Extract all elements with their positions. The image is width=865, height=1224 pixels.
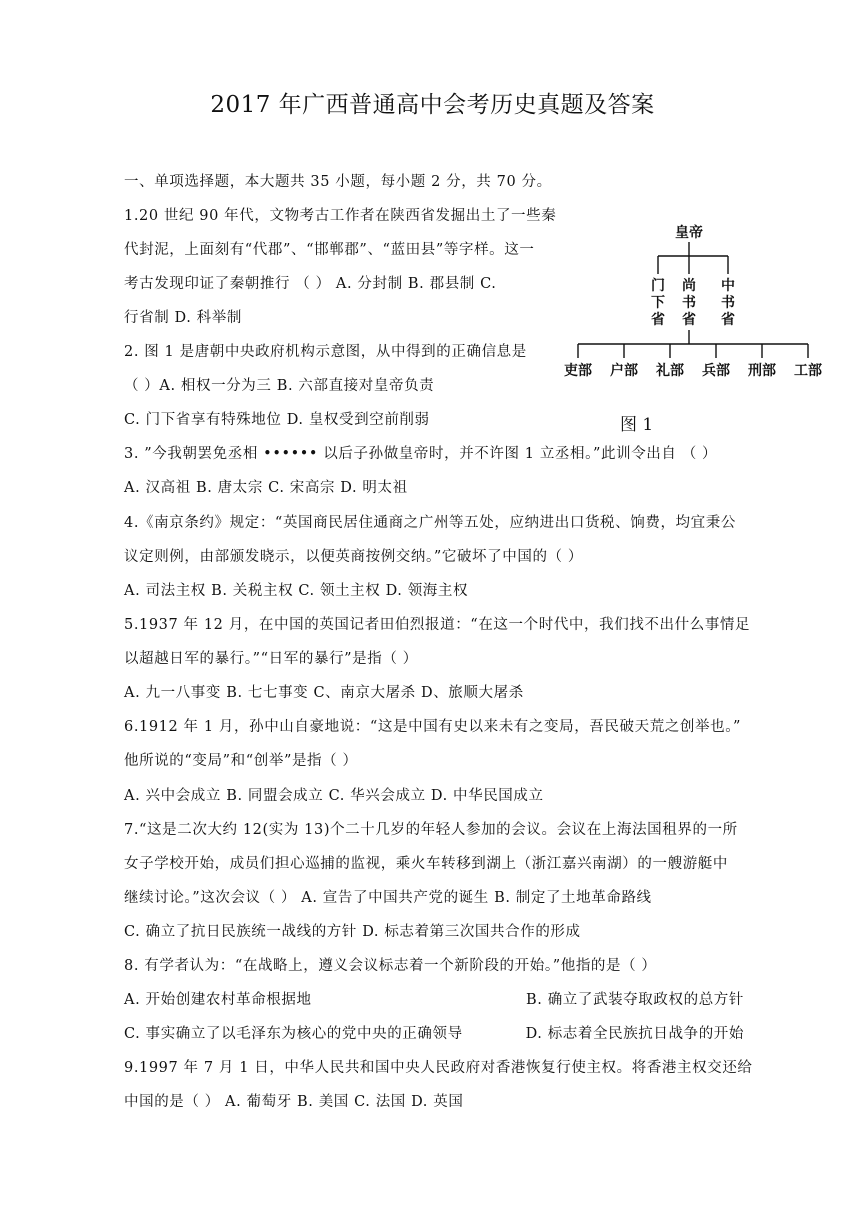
question-7-line-3: 继续讨论。”这次会议（ ） A. 宣告了中国共产党的诞生 B. 制定了土地革命路线 bbox=[124, 890, 652, 906]
shangshu-char-3: 省 bbox=[682, 312, 696, 328]
question-5-options: A. 九一八事变 B. 七七事变 C、南京大屠杀 D、旅顺大屠杀 bbox=[124, 685, 524, 701]
question-8-line-1: 8. 有学者认为：“在战略上，遵义会议标志着一个新阶段的开始。”他指的是（ ） bbox=[124, 958, 657, 974]
zhongshu-char-1: 中 bbox=[721, 278, 735, 294]
question-6-line-1: 6.1912 年 1 月，孙中山自豪地说：“这是中国有史以来未有之变局，吾民破天荒之创举也。” bbox=[124, 719, 742, 735]
question-1-line-1: 1.20 世纪 90 年代，文物考古工作者在陕西省发掘出土了一些秦 bbox=[124, 208, 557, 224]
ministry-gong: 工部 bbox=[794, 363, 822, 379]
ministry-xing: 刑部 bbox=[748, 363, 776, 379]
ministry-rites: 礼部 bbox=[656, 363, 684, 379]
question-3-options: A. 汉高祖 B. 唐太宗 C. 宋高宗 D. 明太祖 bbox=[124, 480, 408, 496]
question-8-options-row-1 bbox=[124, 990, 744, 1010]
ministry-li: 吏部 bbox=[564, 363, 592, 379]
question-2-line-3: C. 门下省享有特殊地位 D. 皇权受到空前削弱 bbox=[124, 412, 430, 428]
question-4-options: A. 司法主权 B. 关税主权 C. 领土主权 D. 领海主权 bbox=[124, 583, 469, 599]
page-title: 2017 年广西普通高中会考历史真题及答案 bbox=[210, 92, 655, 118]
ministry-hu: 户部 bbox=[610, 363, 638, 379]
menxia-char-2: 下 bbox=[651, 295, 665, 311]
question-9-line-2: 中国的是（ ） A. 葡萄牙 B. 美国 C. 法国 D. 英国 bbox=[124, 1094, 464, 1110]
zhongshu-char-3: 省 bbox=[721, 312, 735, 328]
shangshu-char-1: 尚 bbox=[682, 278, 696, 294]
question-6-line-2: 他所说的“变局”和“创举”是指（ ） bbox=[124, 753, 358, 769]
question-1-line-4: 行省制 D. 科举制 bbox=[124, 310, 242, 326]
diagram-emperor: 皇帝 bbox=[675, 225, 703, 241]
question-7-line-1: 7.“这是二次大约 12(实为 13)个二十几岁的年轻人参加的会议。会议在上海法国租界的一所 bbox=[124, 822, 738, 838]
question-1-line-3: 考古发现印证了秦朝推行 （ ） A. 分封制 B. 郡县制 C. bbox=[124, 276, 497, 292]
zhongshu-char-2: 书 bbox=[721, 295, 735, 311]
question-5-line-1: 5.1937 年 12 月，在中国的英国记者田伯烈报道：“在这一个时代中，我们找不出什么事情足 bbox=[124, 617, 751, 633]
menxia-char-1: 门 bbox=[651, 278, 665, 294]
ministry-bing: 兵部 bbox=[702, 363, 730, 379]
menxia-char-3: 省 bbox=[651, 312, 665, 328]
question-6-options: A. 兴中会成立 B. 同盟会成立 C. 华兴会成立 D. 中华民国成立 bbox=[124, 788, 544, 804]
question-7-line-4: C. 确立了抗日民族统一战线的方针 D. 标志着第三次国共合作的形成 bbox=[124, 924, 581, 940]
question-5-line-2: 以超越日军的暴行。”“日军的暴行”是指（ ） bbox=[124, 651, 418, 667]
question-4-line-2: 议定则例，由部颁发晓示，以便英商按例交纳。”它破坏了中国的（ ） bbox=[124, 549, 583, 565]
tang-government-diagram bbox=[556, 218, 836, 388]
question-2-line-2: （ ）A. 相权一分为三 B. 六部直接对皇帝负责 bbox=[124, 378, 435, 394]
question-7-line-2: 女子学校开始，成员们担心巡捕的监视，乘火车转移到湖上（浙江嘉兴南湖）的一艘游艇中 bbox=[124, 856, 728, 872]
figure-caption: 图 1 bbox=[620, 415, 654, 435]
question-3-line-1: 3. ”今我朝罢免丞相 •••••• 以后子孙做皇帝时，并不许图 1 立丞相。”此训令出自 （ ） bbox=[124, 446, 718, 462]
section-heading: 一、单项选择题，本大题共 35 小题，每小题 2 分，共 70 分。 bbox=[124, 174, 552, 190]
question-8-option-c: C. 事实确立了以毛泽东为核心的党中央的正确领导 bbox=[124, 1026, 463, 1042]
question-1-line-2: 代封泥，上面刻有“代郡”、“邯郸郡”、“蓝田县”等字样。这一 bbox=[124, 242, 535, 258]
question-8-options-row-2 bbox=[124, 1024, 744, 1044]
question-9-line-1: 9.1997 年 7 月 1 日，中华人民共和国中央人民政府对香港恢复行使主权。将香港主权交还给 bbox=[124, 1060, 753, 1076]
shangshu-char-2: 书 bbox=[682, 295, 696, 311]
question-8-option-b: B. 确立了武装夺取政权的总方针 bbox=[526, 992, 744, 1008]
question-4-line-1: 4.《南京条约》规定：“英国商民居住通商之广州等五处，应纳进出口货税、饷费，均宜秉公 bbox=[124, 515, 736, 531]
question-8-option-a: A. 开始创建农村革命根据地 bbox=[124, 992, 312, 1008]
diagram-svg bbox=[556, 218, 836, 388]
question-2-line-1: 2. 图 1 是唐朝中央政府机构示意图，从中得到的正确信息是 bbox=[124, 344, 527, 360]
question-8-option-d: D. 标志着全民族抗日战争的开始 bbox=[525, 1026, 744, 1042]
